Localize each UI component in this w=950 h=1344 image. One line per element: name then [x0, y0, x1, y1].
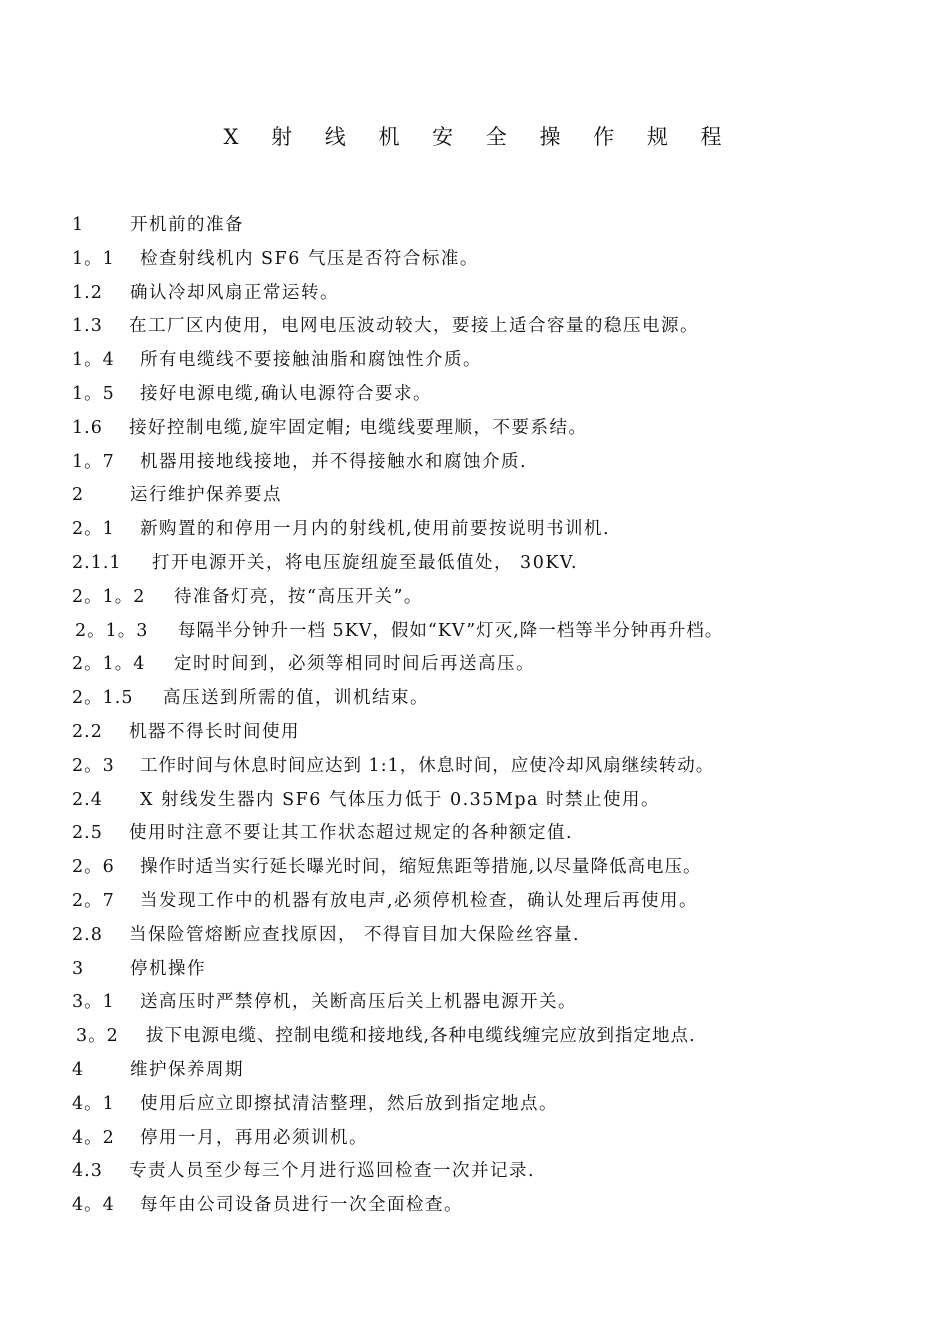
list-item: [72, 279, 932, 313]
list-item: [72, 414, 932, 448]
item-number: 2。1.5: [72, 688, 134, 709]
item-text: 专责人员至少每三个月进行巡回检查一次并记录.: [129, 1161, 536, 1182]
item-number: 4。1: [72, 1093, 115, 1114]
item-text: 工作时间与休息时间应达到 1:1，休息时间，应使冷却风扇继续转动。: [140, 755, 715, 776]
list-item: [72, 718, 932, 752]
item-text: 在工厂区内使用，电网电压波动较大，要接上适合容量的稳压电源。: [129, 316, 699, 337]
item-text: 操作时适当实行延长曝光时间，缩短焦距等措施,以尽量降低高电压。: [140, 857, 702, 878]
list-item: [72, 887, 932, 921]
section-heading: [72, 1056, 932, 1090]
item-text: 检查射线机内 SF6 气压是否符合标准。: [140, 248, 479, 269]
list-item: [72, 1157, 932, 1191]
item-number: 4。2: [72, 1127, 115, 1148]
item-text: 待准备灯亮，按“高压开关”。: [174, 586, 423, 607]
item-number: 2。6: [72, 857, 115, 878]
item-number: 3。2: [76, 1026, 119, 1047]
item-number: 2.8: [72, 924, 103, 945]
item-number: 1。5: [72, 383, 115, 404]
list-item: [72, 1090, 932, 1124]
item-number: 2。3: [72, 755, 115, 776]
list-item: [72, 786, 932, 820]
list-item: [72, 617, 932, 651]
item-text: 接好电源电缆,确认电源符合要求。: [140, 383, 433, 404]
item-number: 2: [72, 485, 85, 506]
item-number: 1。7: [72, 451, 115, 472]
item-text: 每年由公司设备员进行一次全面检查。: [140, 1195, 463, 1216]
section-heading: [72, 955, 932, 989]
item-text: X 射线发生器内 SF6 气体压力低于 0.35Mpa 时禁止使用。: [140, 789, 661, 810]
item-number: 1。4: [72, 350, 115, 371]
list-item: [72, 549, 932, 583]
list-item: [72, 684, 932, 718]
item-number: 2。1。4: [72, 654, 146, 675]
item-number: 2。1。3: [75, 620, 149, 641]
item-number: 2.4: [72, 789, 103, 810]
item-text: 新购置的和停用一月内的射线机,使用前要按说明书训机.: [140, 519, 611, 540]
item-text: 所有电缆线不要接触油脂和腐蚀性介质。: [140, 350, 482, 371]
list-item: [72, 583, 932, 617]
item-text: 拔下电源电缆、控制电缆和接地线,各种电缆线缠完应放到指定地点.: [146, 1026, 696, 1047]
item-text: 停用一月，再用必须训机。: [140, 1127, 368, 1148]
item-text: 机器不得长时间使用: [129, 721, 300, 742]
item-text: 确认冷却风扇正常运转。: [130, 282, 339, 303]
procedure-list: [72, 211, 932, 1225]
section-heading: [72, 481, 932, 515]
item-text: 停机操作: [130, 958, 206, 979]
item-text: 打开电源开关，将电压旋纽旋至最低值处， 30KV.: [152, 552, 579, 573]
item-number: 4: [72, 1059, 85, 1080]
item-text: 使用时注意不要让其工作状态超过规定的各种额定值.: [129, 823, 574, 844]
item-text: 运行维护保养要点: [130, 485, 282, 506]
document-title: X 射 线 机 安 全 操 作 规 程: [223, 125, 735, 149]
item-text: 开机前的准备: [130, 215, 244, 235]
list-item: [72, 819, 932, 853]
item-text: 高压送到所需的值，训机结束。: [163, 688, 429, 709]
list-item: [72, 312, 932, 346]
list-item: [72, 1191, 932, 1225]
list-item: [72, 1124, 932, 1158]
item-number: 2。1: [72, 519, 115, 540]
item-text: 机器用接地线接地，并不得接触水和腐蚀介质.: [140, 451, 528, 472]
list-item: [72, 988, 932, 1022]
item-text: 使用后应立即擦拭清洁整理，然后放到指定地点。: [140, 1093, 558, 1114]
item-number: 2。1。2: [72, 586, 146, 607]
item-number: 3。1: [72, 992, 115, 1013]
list-item: [72, 853, 932, 887]
item-number: 2.1.1: [72, 552, 122, 573]
item-text: 当发现工作中的机器有放电声,必须停机检查，确认处理后再使用。: [140, 890, 699, 911]
item-number: 2.5: [72, 823, 103, 844]
section-heading: [72, 211, 932, 245]
item-number: 1: [72, 215, 85, 235]
item-text: 接好控制电缆,旋牢固定帽; 电缆线要理顺，不要系结。: [129, 417, 588, 438]
list-item: [72, 650, 932, 684]
item-text: 当保险管熔断应查找原因， 不得盲目加大保险丝容量.: [129, 924, 581, 945]
list-item: [72, 245, 932, 279]
item-text: 每隔半分钟升一档 5KV，假如“KV”灯灭,降一档等半分钟再升档。: [178, 620, 724, 641]
item-number: 2。7: [72, 890, 115, 911]
list-item: [72, 752, 932, 786]
item-number: 4.3: [72, 1161, 103, 1182]
item-number: 2.2: [72, 721, 103, 742]
item-number: 4。4: [72, 1195, 115, 1216]
item-text: 定时时间到，必须等相同时间后再送高压。: [174, 654, 535, 675]
list-item: [72, 515, 932, 549]
item-number: 1.6: [72, 417, 103, 438]
list-item: [72, 921, 932, 955]
list-item: [72, 1022, 932, 1056]
item-number: 1。1: [72, 248, 115, 269]
list-item: [72, 448, 932, 482]
item-text: 维护保养周期: [130, 1059, 244, 1080]
item-text: 送高压时严禁停机，关断高压后关上机器电源开关。: [140, 992, 577, 1013]
item-number: 1.2: [72, 282, 103, 303]
item-number: 1.3: [72, 316, 103, 337]
list-item: [72, 380, 932, 414]
item-number: 3: [72, 958, 85, 979]
list-item: [72, 346, 932, 380]
